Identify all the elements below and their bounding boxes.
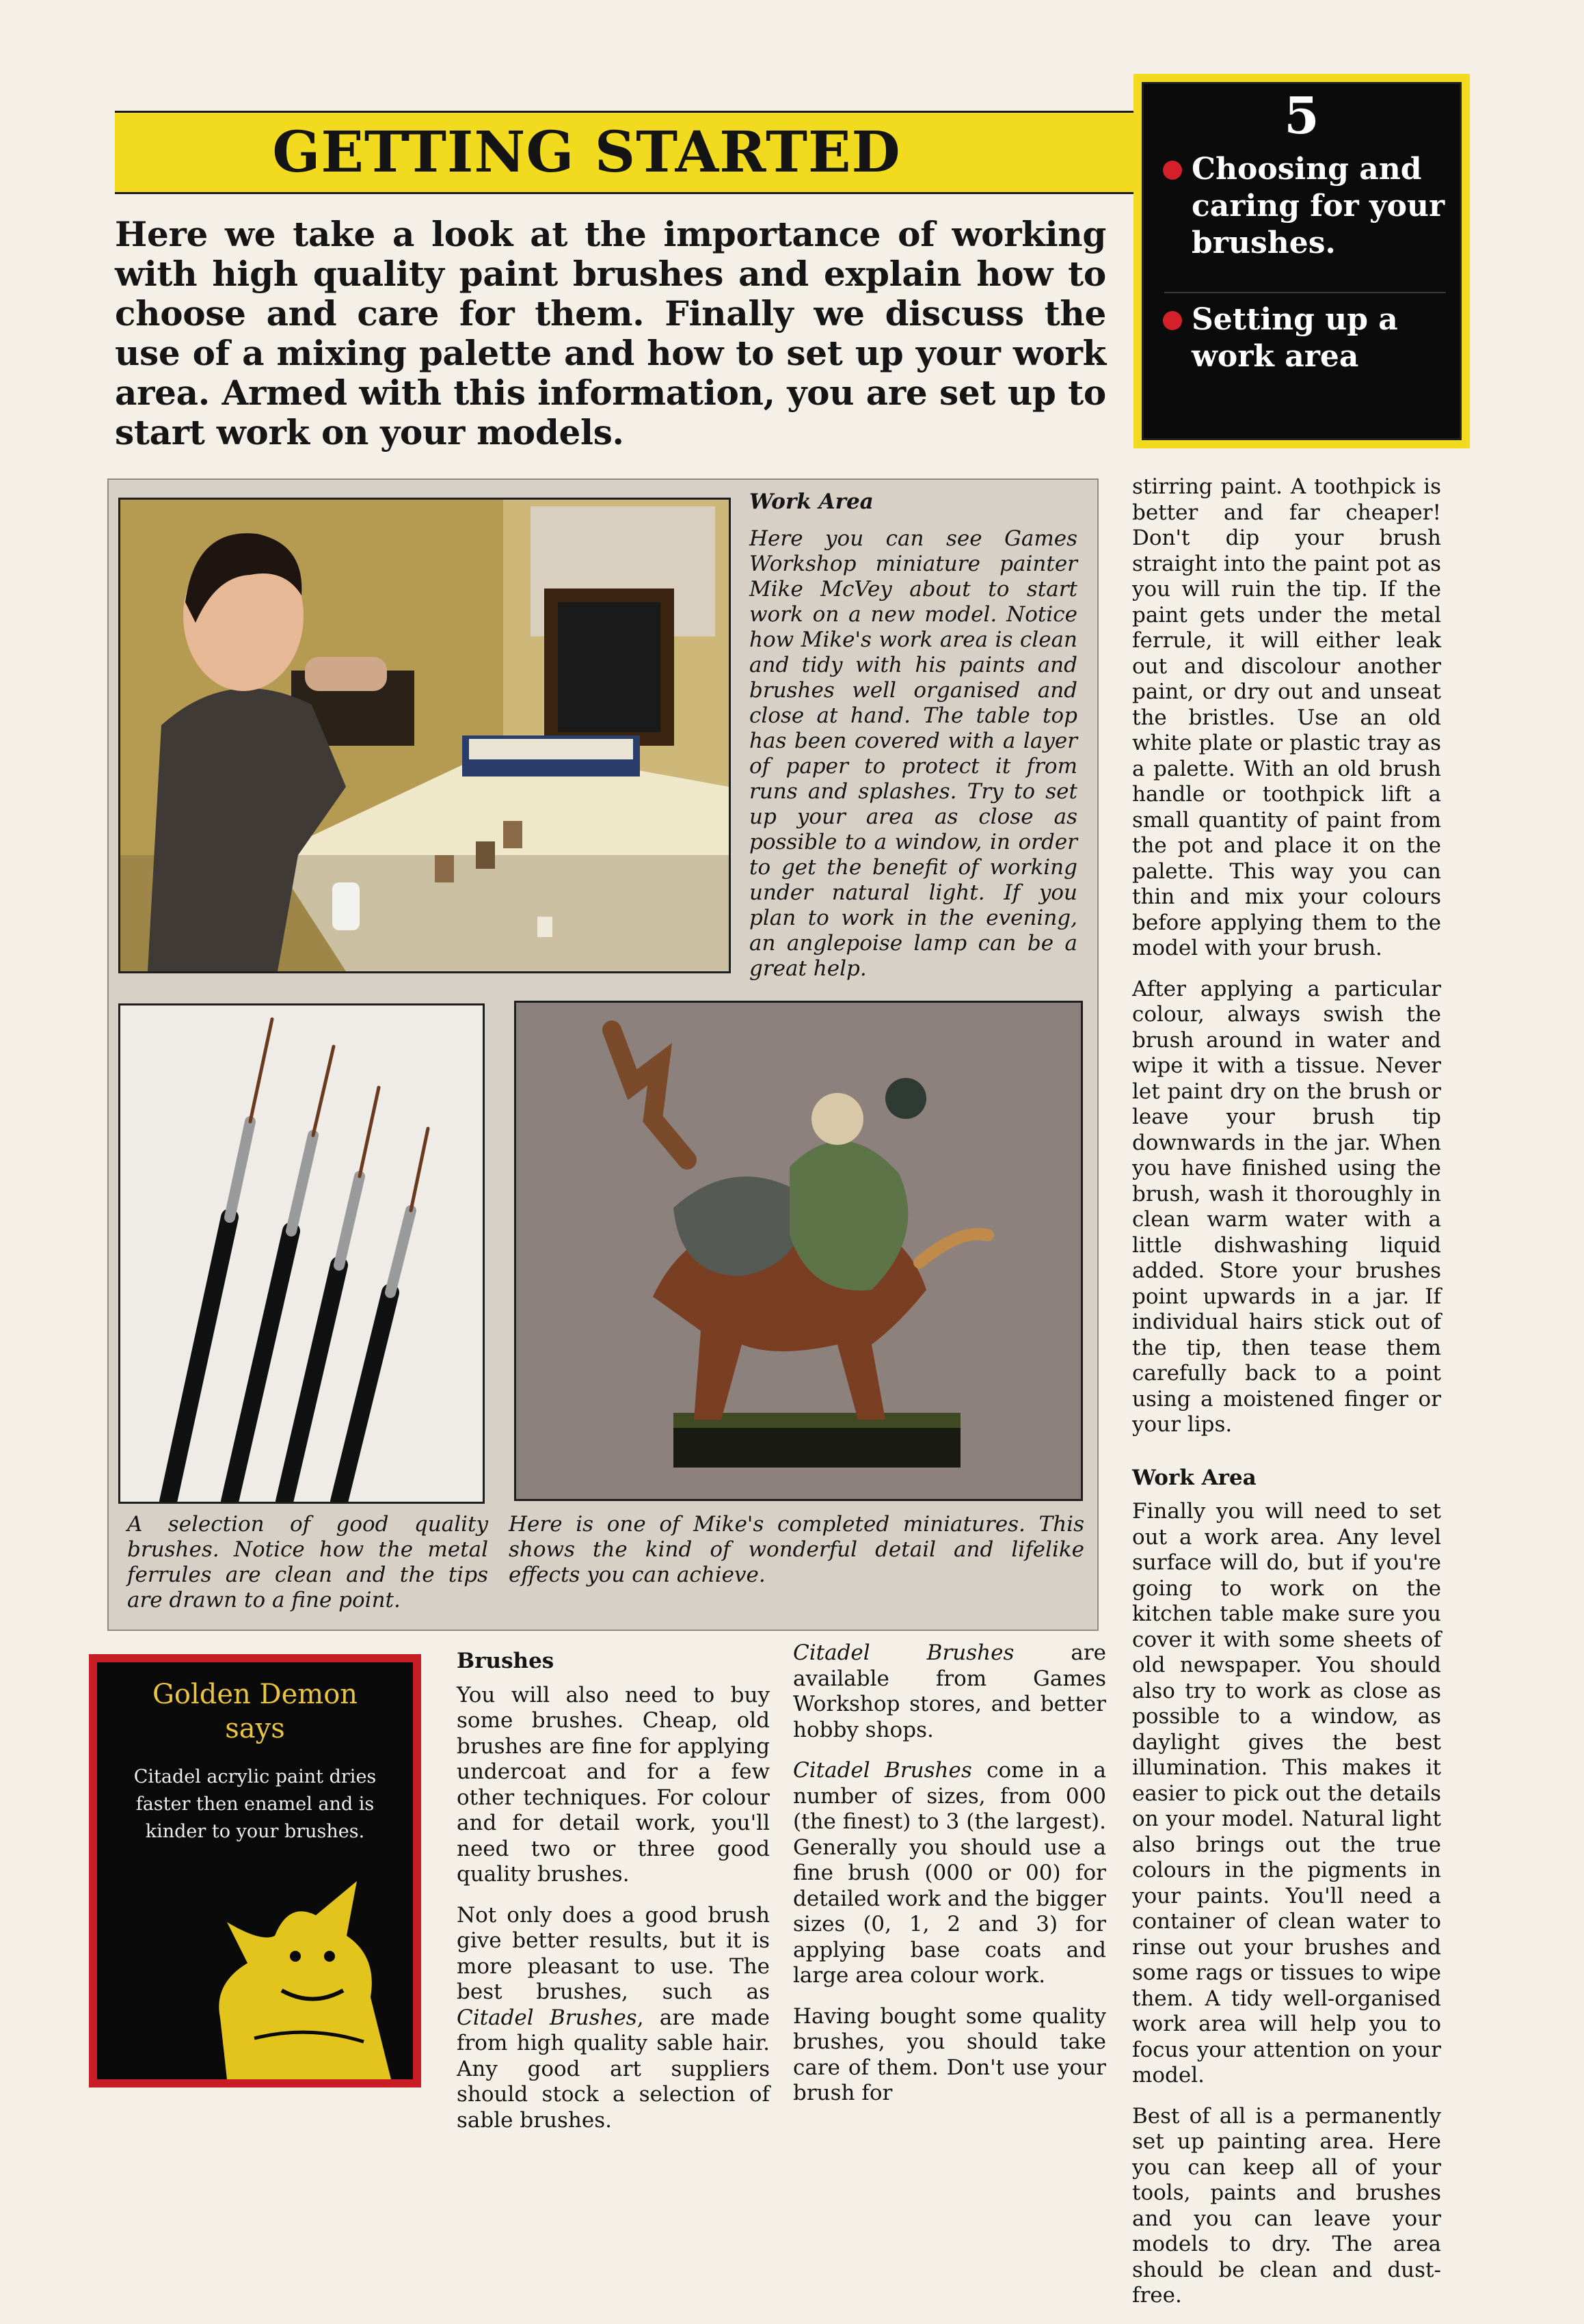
work-area-caption-text: Here you can see Games Workshop miniature painter Mike McVey about to start work on a new model. Notice how Mike's work area is clean and tidy with his paints and brushes well organised and close at hand. The table top has been covered with a layer of paper to protect it from runs and splashes. Try to set up your area as close as possible to a window, in order to get the benefit of working under natural light. If you plan to work in the evening, an anglepoise lamp can be a great help. xyxy=(749,526,1077,981)
bullet-icon xyxy=(1163,311,1182,330)
chapter-panel xyxy=(1142,82,1462,440)
painter-illustration xyxy=(120,500,729,971)
work-area-heading: Work Area xyxy=(1132,1465,1257,1490)
chapter-item-label: Choosing and caring for your brushes. xyxy=(1192,152,1445,260)
golden-demon-heading xyxy=(97,1677,413,1746)
product-name: Citadel Brushes xyxy=(457,2005,637,2030)
right-paragraph-2: After applying a particular colour, always swish the brush around in water and wipe it with a tissue. Never let paint dry on the brush or leave your brush tip downwards in the jar. When you have finished using the brush, wash it thoroughly in clean warm water with a little dishwashing liquid added. Store your brushes point upwards in a jar. If individual hairs stick out of the tip, then tease them carefully back to a point using a moistened finger or your lips. xyxy=(1132,976,1441,1437)
text-run: are available from Games Workshop stores, and better hobby shops. xyxy=(793,1640,1106,1742)
text-run: Not only does a good brush give better results, but it is more pleasant to use. The best brushes, such as xyxy=(457,1902,770,2004)
brushes-paragraph-3 xyxy=(793,1758,1106,1989)
divider xyxy=(1164,292,1446,293)
work-area-caption xyxy=(749,489,1077,982)
brushes-paragraph-2-cont xyxy=(793,1640,1106,1743)
brushes-heading: Brushes xyxy=(457,1649,554,1673)
body-column-middle xyxy=(793,1640,1106,2122)
chapter-item-brushes xyxy=(1192,151,1446,262)
page-title: GETTING STARTED xyxy=(272,120,901,185)
brushes-paragraph-1: You will also need to buy some brushes. Cheap, old brushes are fine for applying undercoat and for a few other techniques. For colour and for detail work, you'll need two or three good quality brushes. xyxy=(457,1682,770,1887)
right-paragraph-1: stirring paint. A toothpick is better and far cheaper! Don't dip your brush straight into the paint pot as you will ruin the tip. If the paint gets under the metal ferrule, it will either leak out and discolour another paint, or dry out and unseat the bristles. Use an old white plate or plastic tray as a palette. With an old brush handle or toothpick lift a small quantity of paint from the pot and place it on the palette. This way you can thin and mix your colours before applying them to the model with your brush. xyxy=(1132,474,1441,960)
body-column-right xyxy=(1132,474,1441,2324)
golden-demon-tip: Citadel acrylic paint dries faster then enamel and is kinder to your brushes. xyxy=(133,1766,377,1842)
product-name: Citadel Brushes xyxy=(793,1640,1015,1665)
bullet-icon xyxy=(1163,161,1182,180)
brushes-paragraph-4: Having bought some quality brushes, you should take care of them. Don't use your brush for xyxy=(793,2003,1106,2105)
right-paragraph-4: Best of all is a permanently set up painting area. Here you can keep all of your tools, paints and brushes and you can leave your models to dry. The area should be clean and dust-free. xyxy=(1132,2103,1441,2308)
photo-brushes xyxy=(118,1003,485,1504)
chapter-number: 5 xyxy=(1284,87,1319,146)
miniature-illustration xyxy=(516,1003,1081,1499)
right-paragraph-3: Finally you will need to set out a work area. Any level surface will do, but if you're going to work on the kitchen table make sure you cover it with some sheets of old newspaper. You should also try to work as close as possible to a window, as daylight gives the best illumination. This makes it easier to pick out the details on your model. Natural light also brings out the true colours in the pigments in your paints. You'll need a container of clean water to rinse out your brushes and some rags or tissues to wipe them. A tidy well-organised work area will help you to focus your attention on your model. xyxy=(1132,1499,1441,2087)
chapter-item-label: Setting up a work area xyxy=(1192,302,1398,374)
text-run: come in a number of sizes, from 000 (the finest) to 3 (the largest). Generally you should use a fine brush (000 or 00) for detailed work and the bigger sizes (0, 1, 2 and 3) for applying base coats and large area colour work. xyxy=(793,1758,1106,1988)
photo-painter-at-desk xyxy=(118,498,731,973)
brushes-caption: A selection of good quality brushes. Notice how the metal ferrules are clean and the tips are drawn to a fine point. xyxy=(127,1512,488,1612)
chapter-box xyxy=(1133,74,1470,448)
golden-demon-title: Golden Demon xyxy=(152,1679,358,1710)
miniature-caption: Here is one of Mike's completed miniatures. This shows the kind of wonderful detail and lifelike effects you can achieve. xyxy=(509,1512,1084,1587)
brushes-paragraph-2 xyxy=(457,1903,770,2134)
golden-demon-panel xyxy=(97,1662,413,2079)
demon-icon xyxy=(200,1881,405,2079)
golden-demon-subtitle: says xyxy=(225,1713,285,1744)
chapter-item-work-area xyxy=(1192,301,1446,375)
body-column-left xyxy=(457,1649,770,2148)
brushes-illustration xyxy=(120,1005,483,1502)
text-run: , are made from high quality sable hair. Any good art suppliers should stock a selection of sable brushes. xyxy=(457,2005,770,2133)
photo-miniature xyxy=(514,1001,1083,1501)
title-banner xyxy=(115,111,1140,194)
golden-demon-box xyxy=(89,1654,421,2087)
intro-paragraph: Here we take a look at the importance of working with high quality paint brushes and explain how to choose and care for them. Finally we discuss the use of a mixing palette and how to set up your work area. Armed with this information, you are set up to start work on your models. xyxy=(115,214,1106,452)
work-area-caption-heading: Work Area xyxy=(749,489,874,514)
product-name: Citadel Brushes xyxy=(793,1758,972,1783)
